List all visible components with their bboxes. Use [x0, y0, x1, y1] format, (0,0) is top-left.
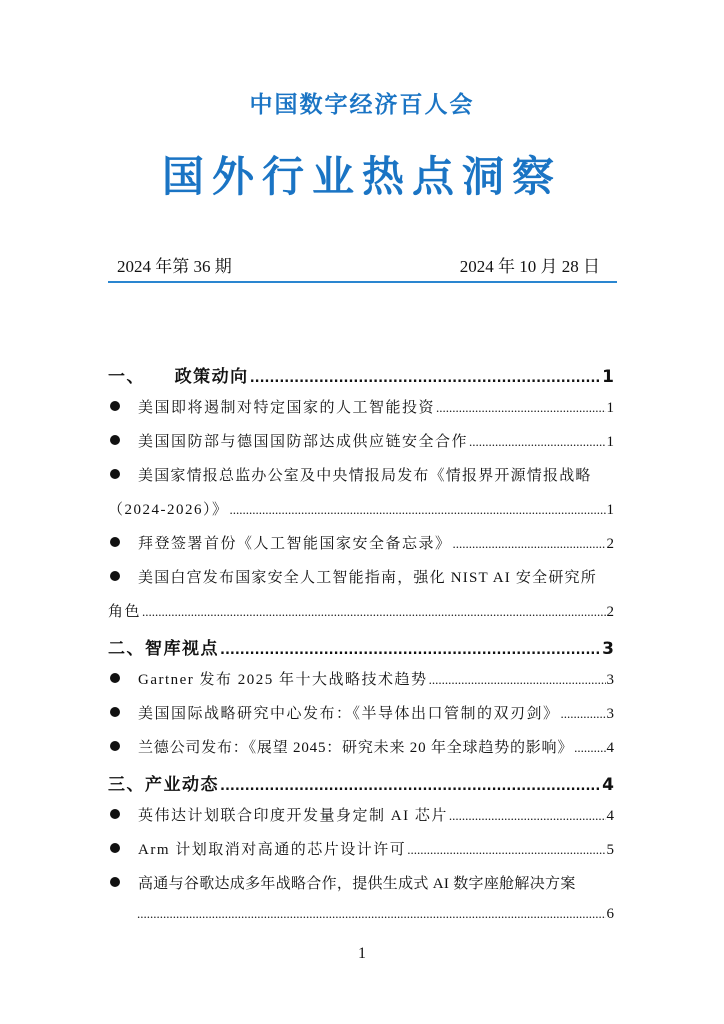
- bullet-icon: [110, 571, 120, 581]
- bullet-icon: [110, 877, 120, 887]
- bullet-icon: [110, 401, 120, 411]
- toc-entry-continuation[interactable]: [108, 498, 614, 532]
- toc-page: 1: [606, 434, 614, 450]
- toc-page: 5: [606, 842, 614, 858]
- toc-entry-label: 美国国防部与德国国防部达成供应链安全合作: [138, 434, 469, 450]
- toc-page: 6: [606, 906, 614, 922]
- toc-entry[interactable]: [108, 396, 614, 430]
- toc-section-label: 三、产业动态: [108, 775, 219, 795]
- toc-entry[interactable]: [108, 702, 614, 736]
- toc-entry-label: Gartner 发布 2025 年十大战略技术趋势: [138, 672, 428, 688]
- bullet-icon: [110, 707, 120, 717]
- bullet-icon: [110, 673, 120, 683]
- leader-dots: [429, 672, 606, 688]
- leader-dots: [453, 536, 606, 552]
- toc-entry-label: （2024-2026）》: [108, 502, 229, 518]
- toc-entry-label: 高通与谷歌达成多年战略合作，提供生成式 AI 数字座舱解决方案: [138, 876, 576, 892]
- leader-dots: [436, 400, 605, 416]
- toc-page: 3: [602, 639, 614, 659]
- toc-entry[interactable]: [108, 736, 614, 770]
- toc-section-think-tank[interactable]: [108, 634, 614, 668]
- leader-dots: [137, 906, 606, 922]
- header-divider: [108, 281, 617, 283]
- toc-entry-continuation[interactable]: [108, 906, 614, 940]
- page-number: 1: [358, 945, 366, 962]
- leader-dots: [220, 779, 601, 794]
- issue-date: 2024 年 10 月 28 日: [459, 257, 600, 276]
- leader-dots: [469, 434, 605, 450]
- bullet-icon: [110, 435, 120, 445]
- toc-entry-label: 美国家情报总监办公室及中央情报局发布《情报界开源情报战略: [138, 468, 592, 484]
- toc-section-industry[interactable]: [108, 770, 614, 804]
- toc-entry[interactable]: [108, 838, 614, 872]
- bullet-icon: [110, 843, 120, 853]
- toc-page: 1: [606, 502, 614, 518]
- toc-entry[interactable]: [108, 464, 614, 498]
- toc-entry-label: 兰德公司发布：《展望 2045：研究未来 20 年全球趋势的影响》: [138, 740, 574, 756]
- toc-section-label: 二、智库视点: [108, 639, 219, 659]
- toc-entry-label: 英伟达计划联合印度开发量身定制 AI 芯片: [138, 808, 448, 824]
- leader-dots: [407, 842, 605, 858]
- toc-entry-continuation[interactable]: [108, 600, 614, 634]
- toc-entry-label: 美国即将遏制对特定国家的人工智能投资: [138, 400, 436, 416]
- leader-dots: [449, 808, 606, 824]
- toc-entry[interactable]: [108, 566, 614, 600]
- bullet-icon: [110, 741, 120, 751]
- publication-title: 国外行业热点洞察: [161, 152, 562, 201]
- toc-page: 4: [606, 740, 614, 756]
- toc-page: 3: [606, 672, 614, 688]
- bullet-icon: [110, 537, 120, 547]
- org-name: 中国数字经济百人会: [249, 92, 475, 118]
- toc-page: 1: [606, 400, 614, 416]
- toc-entry[interactable]: [108, 668, 614, 702]
- toc-entry-label: 拜登签署首份《人工智能国家安全备忘录》: [138, 536, 452, 552]
- toc-section-policy[interactable]: [108, 362, 614, 396]
- toc-entry-label: 美国国际战略研究中心发布：《半导体出口管制的双刃剑》: [138, 706, 560, 722]
- toc-entry[interactable]: [108, 430, 614, 464]
- toc-entry[interactable]: [108, 872, 614, 906]
- toc-page: 2: [606, 536, 614, 552]
- bullet-icon: [110, 809, 120, 819]
- toc-entry[interactable]: [108, 804, 614, 838]
- toc-page: 4: [602, 775, 614, 795]
- leader-dots: [574, 740, 605, 756]
- leader-dots: [220, 643, 601, 658]
- bullet-icon: [110, 469, 120, 479]
- leader-dots: [230, 502, 606, 518]
- toc-entry-label: Arm 计划取消对高通的芯片设计许可: [138, 842, 407, 858]
- toc-entry-label: 美国白宫发布国家安全人工智能指南，强化 NIST AI 安全研究所: [138, 570, 597, 586]
- toc-page: 2: [606, 604, 614, 620]
- toc-page: 3: [606, 706, 614, 722]
- issue-number: 2024 年第 36 期: [117, 257, 232, 276]
- leader-dots: [561, 706, 606, 722]
- toc-section-label: 一、 政策动向: [108, 367, 249, 387]
- toc-page: 4: [606, 808, 614, 824]
- toc-page: 1: [602, 367, 614, 387]
- table-of-contents: [108, 362, 614, 940]
- leader-dots: [142, 604, 605, 620]
- toc-entry[interactable]: [108, 532, 614, 566]
- toc-entry-label: 角色: [108, 604, 142, 620]
- leader-dots: [250, 371, 601, 386]
